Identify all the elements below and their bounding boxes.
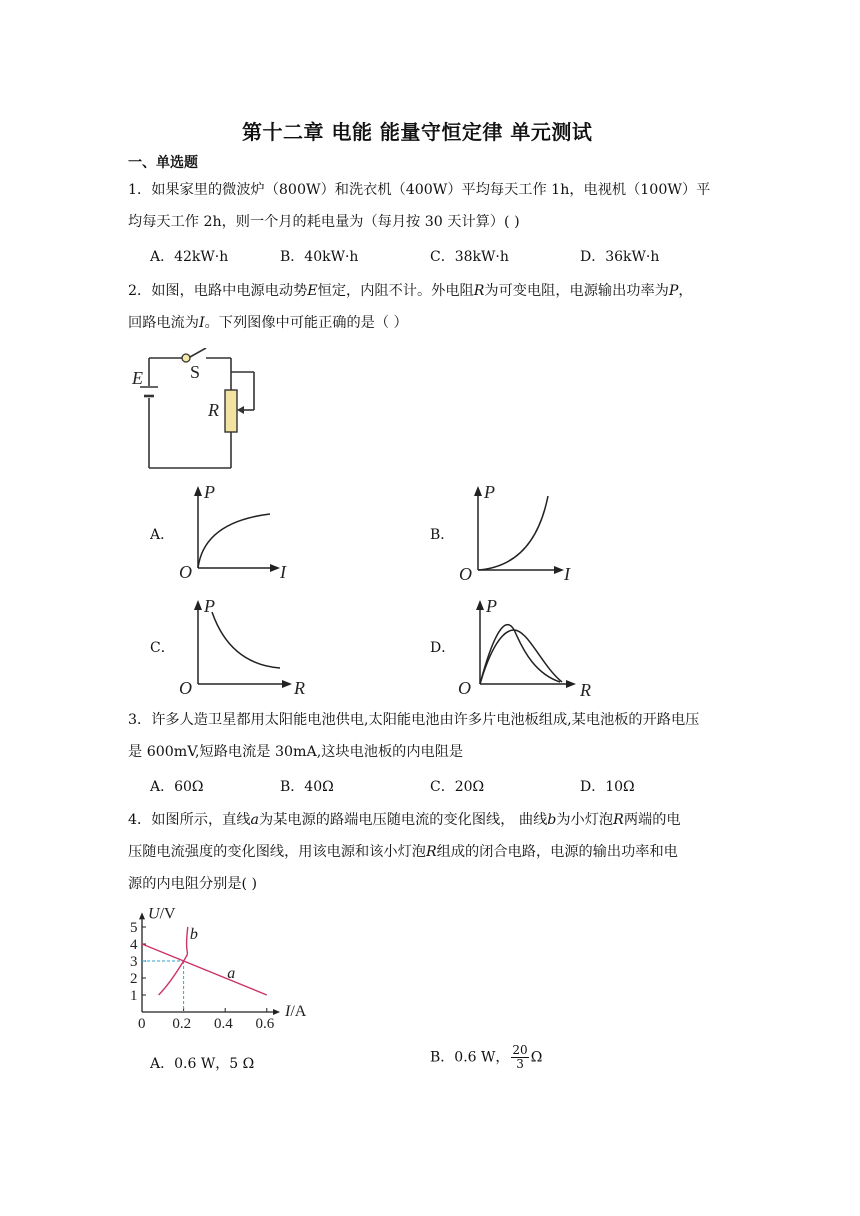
q4-text-2b: 组成的闭合电路，电源的输出功率和电 bbox=[436, 844, 678, 860]
series-a-label: a bbox=[227, 965, 236, 982]
q4-var-b: b bbox=[547, 812, 557, 828]
q4-option-b-denominator: 3 bbox=[516, 1057, 524, 1071]
q4-option-b-prefix: B．0.6 W， bbox=[430, 1049, 510, 1066]
graph-d-x-label: R bbox=[580, 680, 591, 698]
section-heading: 一、单选题 bbox=[128, 155, 198, 171]
graph-a-origin: O bbox=[179, 562, 192, 582]
graph-a bbox=[176, 482, 296, 582]
q3-line1: 3．许多人造卫星都用太阳能电池供电,太阳能电池由许多片电池板组成,某电池板的开路电压 bbox=[128, 712, 700, 728]
q4-option-b-unit: Ω bbox=[530, 1049, 543, 1066]
q4-line1 bbox=[128, 810, 681, 830]
q1-option-b: B．40kW·h bbox=[280, 249, 359, 265]
circuit-label-e: E bbox=[132, 368, 143, 388]
q2-text-1c: 为可变电阻，电源输出功率为 bbox=[484, 283, 669, 299]
y-tick-label: 4 bbox=[130, 937, 138, 953]
q4-text-1c: 为小灯泡 bbox=[556, 812, 614, 828]
series-a-line bbox=[142, 944, 267, 995]
q3-option-b: B．40Ω bbox=[280, 779, 334, 795]
page-title: 第十二章 电能 能量守恒定律 单元测试 bbox=[242, 120, 593, 144]
q4-var-r2: R bbox=[425, 844, 437, 860]
q4-line2 bbox=[128, 842, 678, 862]
graph-b-x-label: I bbox=[564, 564, 570, 582]
graph-a-x-label: I bbox=[280, 562, 286, 582]
q4-var-a: a bbox=[250, 812, 259, 828]
q2-text-1d: ， bbox=[678, 283, 693, 299]
x-tick-label: 0 bbox=[138, 1016, 146, 1032]
graph-d bbox=[456, 594, 606, 698]
q3-line2: 是 600mV,短路电流是 30mA,这块电池板的内电阻是 bbox=[128, 744, 464, 760]
y-tick-label: 3 bbox=[130, 954, 138, 970]
q4-chart bbox=[126, 908, 336, 1032]
graph-c bbox=[176, 594, 316, 694]
y-axis-label: U/V bbox=[148, 908, 176, 923]
q2-var-p: P bbox=[668, 283, 679, 299]
q4-text-1a: 4．如图所示，直线 bbox=[128, 812, 251, 828]
y-tick-label: 5 bbox=[130, 920, 138, 936]
q2-text-2b: 。下列图像中可能正确的是（ ） bbox=[204, 315, 408, 331]
graph-c-origin: O bbox=[179, 678, 192, 694]
y-tick-label: 2 bbox=[130, 971, 138, 987]
q2-option-b-label: B． bbox=[430, 527, 455, 543]
q1-option-c: C．38kW·h bbox=[430, 249, 509, 265]
q2-line1 bbox=[128, 281, 693, 301]
q3-option-c: C．20Ω bbox=[430, 779, 485, 795]
graph-d-y-label: P bbox=[486, 596, 497, 616]
graph-b-y-label: P bbox=[484, 482, 495, 502]
q1-line2: 均每天工作 2h，则一个月的耗电量为（每月按 30 天计算）( ) bbox=[128, 214, 520, 230]
q2-text-2a: 回路电流为 bbox=[128, 315, 199, 331]
graph-c-y-label: P bbox=[204, 596, 215, 616]
q4-text-1b: 为某电源的路端电压随电流的变化图线， 曲线 bbox=[259, 812, 548, 828]
graph-b bbox=[456, 482, 586, 582]
circuit-label-r: R bbox=[208, 400, 219, 420]
q2-line2 bbox=[128, 313, 408, 333]
q4-line3: 源的内电阻分别是( ) bbox=[128, 876, 258, 892]
q1-option-d: D．36kW·h bbox=[580, 249, 660, 265]
y-tick-label: 1 bbox=[130, 988, 138, 1004]
x-tick-label: 0.2 bbox=[172, 1016, 192, 1032]
circuit-diagram bbox=[126, 348, 262, 472]
q3-option-a: A．60Ω bbox=[150, 779, 204, 795]
q2-var-r: R bbox=[473, 283, 485, 299]
graph-c-x-label: R bbox=[294, 678, 305, 694]
q2-text-1b: 恒定，内阻不计。外电阻 bbox=[317, 283, 474, 299]
q4-text-1d: 两端的电 bbox=[623, 812, 681, 828]
x-tick-label: 0.4 bbox=[213, 1016, 233, 1032]
q2-text-1a: 2．如图，电路中电源电动势 bbox=[128, 283, 308, 299]
q2-var-e: E bbox=[307, 283, 318, 299]
graph-b-origin: O bbox=[459, 564, 472, 582]
q4-option-b-numerator: 20 bbox=[512, 1043, 528, 1057]
q2-option-d-label: D． bbox=[430, 640, 456, 656]
q3-option-d: D．10Ω bbox=[580, 779, 635, 795]
q2-option-a-label: A． bbox=[150, 527, 175, 543]
q4-text-2a: 压随电流强度的变化图线，用该电源和该小灯泡 bbox=[128, 844, 426, 860]
q4-option-b bbox=[430, 1044, 542, 1071]
q2-option-c-label: C． bbox=[150, 640, 175, 656]
graph-d-origin: O bbox=[458, 678, 471, 698]
y-axis-arrow bbox=[139, 912, 145, 919]
circuit-label-s: S bbox=[190, 362, 201, 382]
q2-var-i: I bbox=[198, 315, 205, 331]
q4-option-b-fraction bbox=[511, 1044, 528, 1071]
q1-line1: 1．如果家里的微波炉（800W）和洗衣机（400W）平均每天工作 1h，电视机（100W）平 bbox=[128, 182, 711, 198]
q1-option-a: A．42kW·h bbox=[150, 249, 229, 265]
graph-a-y-label: P bbox=[204, 482, 215, 502]
x-tick-label: 0.6 bbox=[255, 1016, 275, 1032]
q4-option-a: A．0.6 W，5 Ω bbox=[150, 1056, 255, 1072]
series-b-label: b bbox=[189, 925, 198, 943]
q4-var-r: R bbox=[613, 812, 624, 828]
x-axis-arrow bbox=[273, 1009, 280, 1015]
x-axis-label: I/A bbox=[285, 1003, 307, 1020]
